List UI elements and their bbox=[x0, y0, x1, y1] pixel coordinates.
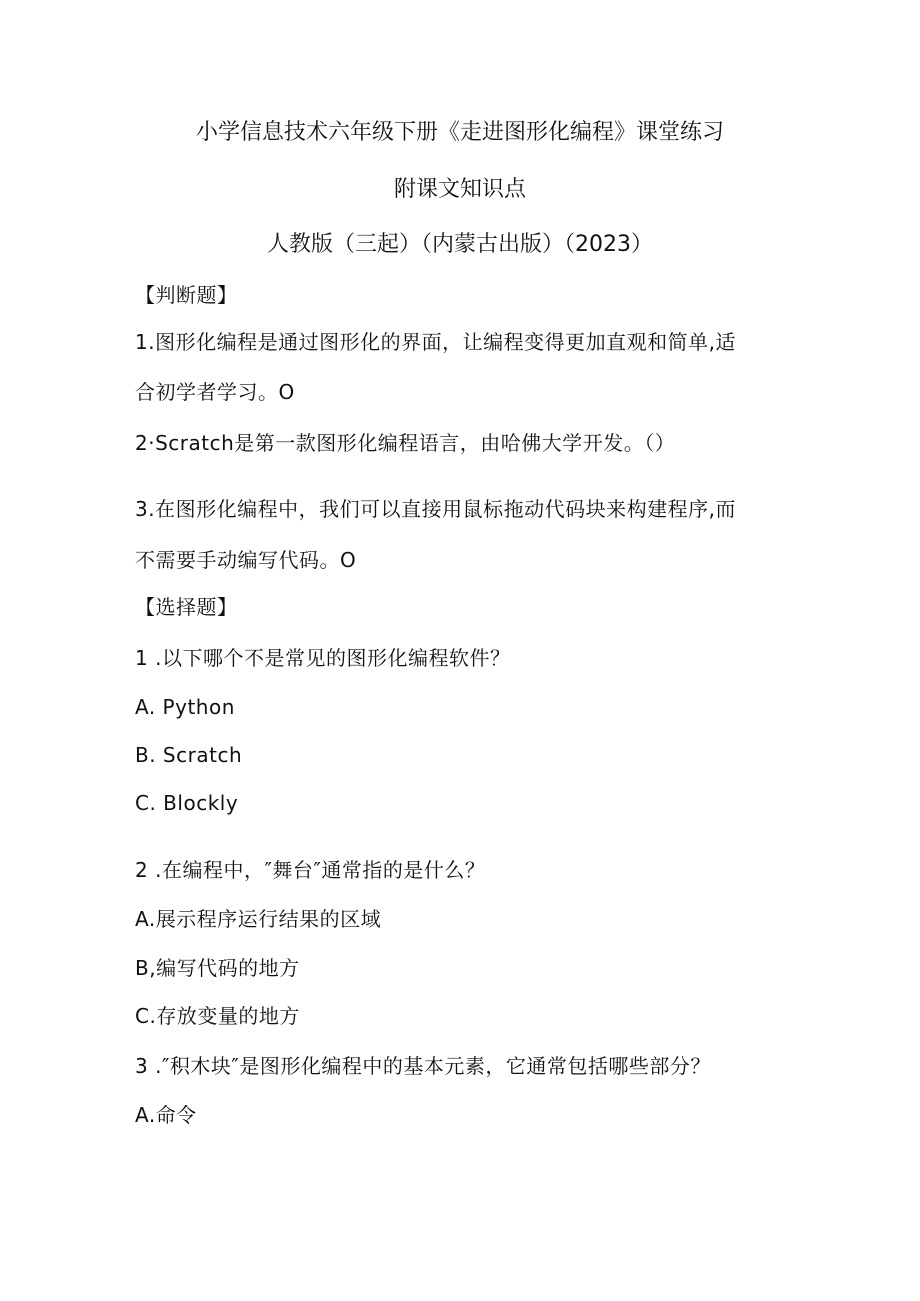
choice-q3: 3 .″积木块″是图形化编程中的基本元素，它通常包括哪些部分？ bbox=[135, 1054, 711, 1078]
judgement-heading: 【判断题】 bbox=[135, 283, 238, 307]
choice-q2-option-c: C.存放变量的地方 bbox=[135, 1004, 300, 1028]
choice-q3-option-a: A.命令 bbox=[135, 1103, 197, 1127]
judgement-q3-line2: 不需要手动编写代码。O bbox=[135, 548, 357, 572]
choice-heading: 【选择题】 bbox=[135, 595, 238, 619]
choice-q2-option-a: A.展示程序运行结果的区域 bbox=[135, 907, 382, 931]
choice-q1-option-c: C. Blockly bbox=[135, 791, 239, 815]
judgement-q1-line1: 1.图形化编程是通过图形化的界面，让编程变得更加直观和简单,适 bbox=[135, 330, 736, 354]
document-subtitle: 附课文知识点 bbox=[393, 177, 526, 202]
judgement-q2: 2·Scratch是第一款图形化编程语言，由哈佛大学开发。（） bbox=[135, 431, 676, 455]
choice-q2-option-b: B,编写代码的地方 bbox=[135, 956, 300, 980]
choice-q1: 1 .以下哪个不是常见的图形化编程软件？ bbox=[135, 646, 511, 670]
document-title: 小学信息技术六年级下册《走进图形化编程》课堂练习 bbox=[195, 120, 724, 145]
document-edition: 人教版（三起）（内蒙古出版）（2023） bbox=[267, 232, 653, 257]
judgement-q1-line2: 合初学者学习。O bbox=[135, 380, 295, 404]
judgement-q3-line1: 3.在图形化编程中，我们可以直接用鼠标拖动代码块来构建程序,而 bbox=[135, 497, 736, 521]
choice-q2: 2 .在编程中，″舞台″通常指的是什么？ bbox=[135, 858, 486, 882]
choice-q1-option-b: B. Scratch bbox=[135, 743, 243, 767]
choice-q1-option-a: A. Python bbox=[135, 695, 235, 719]
